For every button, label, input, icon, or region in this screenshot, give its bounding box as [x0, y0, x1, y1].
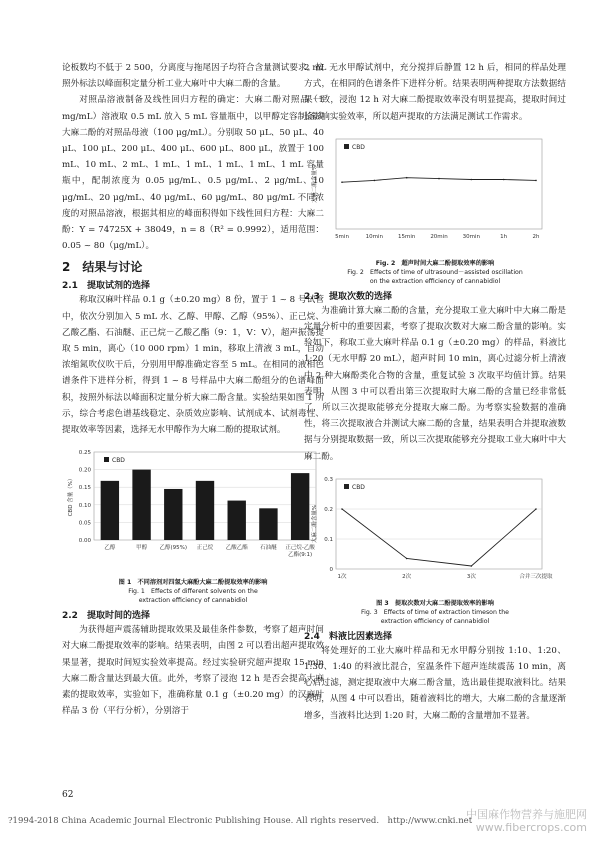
y-axis-label: CBD 含量（%）	[68, 475, 74, 517]
x-tick-label: 乙醇	[104, 545, 116, 552]
x-tick-label: 正己烷-乙酸	[285, 545, 315, 552]
plot-area	[336, 479, 542, 569]
data-point	[341, 181, 343, 183]
paragraph-2-2-continued: 2 mL 无水甲醇试剂中，充分搅拌后静置 12 h 后，相同的样品处理方式，在相同的色谱条件下进样分析。结果表明两种提取方法数据结果一致，浸泡 12 h 对大麻二酚提取效率没有明显提高，提取时间过长影响实验效率，所以超声提取的方法满足测试工作需求。	[304, 63, 566, 122]
subsection-heading-2-2: 2.2 提取时间的选择	[62, 611, 150, 622]
y-tick-label: 0.2	[324, 506, 333, 513]
y-tick-label: 0.1	[324, 536, 333, 543]
data-point	[406, 558, 408, 560]
data-point	[535, 508, 537, 510]
figure-2-caption-en-2: on the extraction efficiency of cannabidiol	[369, 277, 501, 285]
x-tick-label: 甲醇	[136, 545, 148, 552]
legend-swatch	[344, 484, 349, 489]
x-tick-label: 10min	[365, 233, 384, 240]
watermark-line-2: www.fibercrops.com	[475, 821, 587, 834]
figure-3-line-chart	[304, 471, 554, 593]
paragraph-2-4: 将处理好的工业大麻叶样品和无水甲醇分别按 1:10、1:20、1:30、1:40 的料液比混合，室温条件下超声连续震荡 10 min，离心后过滤，测定提取液中大麻二酚含量，选出最佳提取液料比。结果表明，从图 4 中可以看出，随着液料比的增大，大麻二酚的含量逐渐增多，当液料比达到 1:20 时，大麻二酚的含量增加不显著。	[304, 645, 566, 721]
x-tick-label: 乙醇(95%)	[159, 545, 188, 552]
paragraph-2-2: 为获得超声震荡辅助提取效果及最佳条件参数，考察了超声时间对大麻二酚提取效率的影响。结果表明，由图 2 可以看出超声提取效果显著，提取时间短实验效率提高。经过实验研究超声提取 15 min 大麻二酚含量达到最大值。此外，考察了浸泡 12 h 是否会提高大麻素的提取效率，实验如下，准确称量 0.1 g（±0.20 mg）的汉麻叶样品 3 份（平行分析），分别溶于	[62, 625, 324, 717]
figure-3-caption-en-1: Fig. 3 Effects of time of extraction timeson the	[361, 608, 509, 616]
figure-2-caption-en-1: Fig. 2 Effects of time of ultrasound－assisted oscillation	[347, 268, 523, 276]
legend-label: CBD	[352, 143, 365, 151]
paragraph-intro: 论板数均不低于 2 500，分离度与拖尾因子均符合含量测试要求。按照外标法以峰面积定量分析工业大麻叶中大麻二酚的含量。	[62, 63, 324, 90]
figure-1-bar-chart	[62, 444, 324, 572]
y-tick-label: 0.05	[78, 520, 91, 527]
figure-2	[304, 131, 566, 257]
x-tick-label: 2次	[402, 573, 412, 580]
section-heading-results: 2 结果与讨论	[62, 260, 143, 275]
x-tick-label: 正己烷	[196, 545, 214, 552]
x-tick-label: 2h	[532, 233, 540, 240]
x-tick-label: 合并三次提取	[519, 573, 553, 580]
figure-2-line-chart	[304, 131, 554, 253]
data-point	[374, 179, 376, 181]
y-tick-label: 0.00	[78, 538, 91, 545]
legend-swatch	[344, 144, 349, 149]
watermark	[466, 808, 587, 834]
footer-copyright: ?1994-2018 China Academic Journal Electronic Publishing House. All rights reserved. http://www.cnki.net	[8, 816, 473, 826]
data-point	[438, 178, 440, 180]
figure-3	[304, 471, 566, 597]
x-tick-label: 1次	[337, 573, 347, 580]
watermark-line-1: 中国麻作物营养与施肥网	[466, 808, 587, 821]
data-point	[535, 179, 537, 181]
subsection-heading-2-3: 2.3 提取次数的选择	[304, 291, 392, 302]
legend-label: CBD	[112, 457, 125, 465]
x-tick-label: 15min	[397, 233, 416, 240]
figure-2-caption-cn: Fig. 2 超声时间大麻二酚提取效率的影响	[375, 259, 495, 267]
x-tick-label: 20min	[430, 233, 448, 240]
bar	[228, 501, 246, 540]
paragraph-2-3: 为准确计算大麻二酚的含量，充分提取工业大麻叶中大麻二酚是定量分析中的重要因素，考察了提取次数对大麻二酚含量的影响。实验如下，称取工业大麻叶样品 0.1 g（±0.20 mg）的样品，料液比 1:20（无水甲醇 20 mL），超声时间 10 min，离心过滤分析上清液中 2 种大麻酚类化合物的含量，重复试验 3 次取平均值计算。结果表明，从图 3 中可以看出第三次提取时大麻二酚的含量已经非常低了，所以三次提取能够充分提取大麻二酚。为考察实验数据的准确性，将三次提取液合并测试大麻二酚的含量，结果表明合并提取液数据与分别提取数据一致，所以三次提取能够充分提取工业大麻叶中大麻二酚。	[304, 305, 566, 462]
data-point	[503, 179, 505, 181]
bar	[259, 509, 277, 541]
y-axis-label: 大麻二酚含量%	[312, 164, 318, 203]
figure-1-caption-en-2: extraction efficiency of cannabidiol	[138, 597, 248, 605]
figure-1-caption-cn: 图 1 不同溶剂对四氢大麻酚大麻二酚提取效率的影响	[118, 579, 268, 587]
y-tick-label: 0.3	[324, 476, 333, 483]
page-number: 62	[62, 790, 74, 800]
x-tick-label: 乙酯(9:1)	[288, 552, 313, 559]
figure-3-caption-cn: 图 3 提取次数对大麻二酚提取效率的影响	[376, 599, 494, 607]
legend-swatch	[104, 457, 109, 462]
bar	[132, 470, 150, 540]
y-axis-label: 大麻二酚含量%	[312, 504, 318, 543]
y-tick-label: 0	[329, 566, 333, 573]
figure-3-caption-en-2: extraction efficiency of cannabidiol	[380, 617, 490, 625]
x-tick-label: 3次	[466, 573, 476, 580]
bar	[164, 489, 182, 540]
x-tick-label: 乙酸乙酯	[225, 545, 248, 552]
figure-1	[62, 444, 324, 576]
data-point	[471, 565, 473, 567]
x-tick-label: 1h	[500, 233, 508, 240]
paragraph-2-1: 称取汉麻叶样品 0.1 g（±0.20 mg）8 份，置于 1 ~ 8 号试管中，依次分别加入 5 mL 水、乙醇、甲醇、乙醇（95%）、正己烷、乙酸乙酯、石油醚、正己烷－乙酸乙酯（9：1，V：V），超声振荡提取 5 min，离心（10 000 rpm）1 min，移取上清液 3 mL，自动浓缩氮吹仪吹干后，分别用甲醇准确定容至 5 mL。在相同的液相色谱条件下进样分析，得到 1 ~ 8 号样品中大麻二酚组分的色谱峰面积，按照外标法以峰面积定量分析大麻二酚含量。实验结果如图 1 所示，综合考虑色谱基线稳定、杂质效应影响、试剂成本、试剂毒性、提取效率等因素，选择无水甲醇作为大麻二酚的提取试剂。	[62, 295, 324, 436]
y-tick-label: 0.15	[78, 485, 91, 492]
right-column	[304, 60, 566, 724]
plot-area	[336, 139, 542, 229]
data-point	[471, 179, 473, 181]
left-column	[62, 60, 324, 719]
data-point	[406, 177, 408, 179]
legend-label: CBD	[352, 483, 365, 491]
paragraph-standard-prep: 对照品溶液制备及线性回归方程的确定：大麻二酚对照品（1 mg/mL）溶液取 0.5 mL 放入 5 mL 容量瓶中，以甲醇定容制备成大麻二酚的对照品母液（100 μg/mL）。分别取 50 μL、50 μL、40 μL、100 μL、200 μL、400 μL、600 μL、800 μL，放置于 100 mL、10 mL、2 mL、1 mL、1 mL、1 mL、1 mL、1 mL 容量瓶中，配制浓度为 0.05 μg/mL、0.5 μg/mL、2 μg/mL、10 μg/mL、20 μg/mL、40 μg/mL、60 μg/mL、80 μg/mL 不同浓度的对照品溶液，根据其相应的峰面积得如下线性回归方程：大麻二酚：Y = 74725X + 38049，n = 8（R² = 0.9992），适用范围：0.05 ~ 80（μg/mL）。	[62, 95, 324, 252]
y-tick-label: 0.20	[78, 467, 91, 474]
bar	[101, 481, 119, 540]
x-tick-label: 石油醚	[260, 545, 277, 552]
bar	[196, 481, 214, 540]
y-tick-label: 0.10	[78, 503, 91, 510]
data-point	[341, 508, 343, 510]
subsection-heading-2-4: 2.4 料液比因素选择	[304, 631, 392, 642]
y-tick-label: 0.25	[78, 450, 91, 457]
figure-1-caption-en-1: Fig. 1 Effects of different solvents on the	[128, 588, 258, 596]
x-tick-label: 5min	[335, 233, 349, 240]
x-tick-label: 30min	[462, 233, 481, 240]
subsection-heading-2-1: 2.1 提取试剂的选择	[62, 281, 150, 292]
